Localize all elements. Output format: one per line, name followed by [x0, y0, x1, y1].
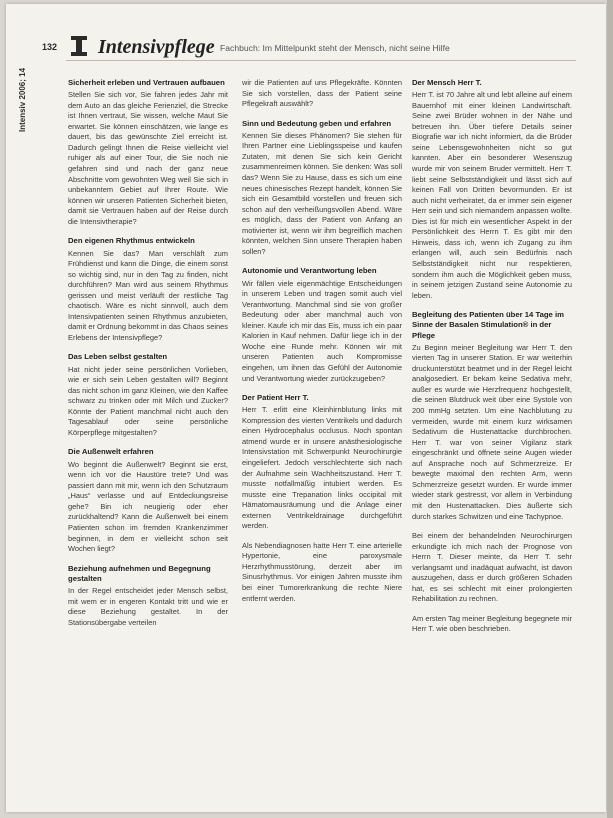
body-paragraph: Am ersten Tag meiner Begleitung begegnete mir Herr T. wie oben beschrieben.	[412, 613, 572, 634]
paragraph-gap	[242, 532, 402, 541]
section-heading: Der Mensch Herr T.	[412, 78, 482, 87]
section-heading: Der Patient Herr T.	[242, 393, 309, 403]
section-gap	[68, 438, 228, 447]
side-label: Intensiv 2006; 14	[18, 67, 27, 132]
journal-logo-icon	[68, 34, 90, 58]
text-column-1	[68, 78, 228, 628]
page-header	[34, 38, 594, 62]
body-paragraph: Herr T. erlitt eine Kleinhirnblutung links mit Kompression des vierten Ventrikels und dadurch einen Hydrocephalus occlusus. Noch spontan atmend wurde er in unsere anästhesiologische Intensivstation mit Schwerpunkt Neurochirurgie eingeliefert. Jedoch verschlechterte sich nach der Aufnahme sein Wachheitszustand. Herr T. musste notfallmäßig intubiert werden. Es musste eine Trepanation links occipital mit Hämatomausräumung und die Anlage einer externen Ventrikeldrainage durchgeführt werden.	[242, 405, 402, 531]
body-paragraph: Wo beginnt die Außenwelt? Beginnt sie erst, wenn ich vor die Haustüre trete? Und was passiert dann mit mir, wenn ich den Schutzraum „Haus“ verlasse und auf Entdeckungsreise gehe? Bin ich neugierig oder eher zurückhaltend? Kann die Außenwelt bei einem Patienten schon im fremden Krankenzimmer beginnen, in dem er vielleicht schon seit Wochen liegt?	[68, 459, 228, 554]
paragraph-gap	[412, 522, 572, 531]
body-paragraph: Kennen Sie das? Man verschläft zum Frühdienst und kann die Dinge, die einem sonst so wichtig sind, nur in den Tag zu finden, nicht durchführen? Man wird aus seinem Rhythmus gerissen und meist verläuft der restliche Tag chaotisch. Wäre es nicht sinnvoll, auch dem Intensivpatienten seinen Rhythmus anzubieten, damit er Ordnung bekommt in das Chaos seines Erlebens der Intensivpflege?	[68, 248, 228, 342]
section-gap	[242, 257, 402, 266]
section-heading: Sicherheit erleben und Vertrauen aufbauen	[68, 78, 225, 87]
section-heading: Beziehung aufnehmen und Begegnung gestalten	[68, 563, 211, 583]
body-paragraph: Zu Beginn meiner Begleitung war Herr T. den vierten Tag in unserer Station. Er war weiterhin druckunterstützt beatmet und in der Regel leicht analgosediert. Er bekam keine Sedativa mehr, außer es wurde wie Herzfrequenz hochgestellt, die seinen Blutdruck weit über eine Systole von 200 mmHg setzten. Um eine Nachblutung zu vermeiden, wurde mit einem kurz wirksamen Sedativum die Hustenattacke durchbrochen. Herr T. war von seiner Vigilanz stark eingeschränkt und öffnete seine Augen wieder auf Ansprache noch auf Schmerzreize. Er bewegte maximal den rechten Arm, wenn Schmerzreize gesetzt wurden. Er wurde immer wieder stark gestresst, vor allem in Verbindung mit den Hustenattacken. Dies äußerte sich durch starkes Schwitzen und eine Tachypnoe.	[412, 342, 572, 521]
paragraph-gap	[412, 605, 572, 614]
body-paragraph: Als Nebendiagnosen hatte Herr T. eine arterielle Hypertonie, eine paroxysmale Herzrhythmusstörung, derzeit aber im Sinusrhythmus. Vor einigen Jahren musste ihm bei einer Tumorerkrankung die rechte Niere entfernt werden.	[242, 540, 402, 603]
section-gap	[68, 555, 228, 564]
section-heading: Sinn und Bedeutung geben und erfahren	[242, 118, 392, 128]
page-number: 132	[42, 42, 58, 52]
scan-edge	[607, 0, 613, 818]
body-paragraph: Hat nicht jeder seine persönlichen Vorlieben, wie er sich sein Leben gestalten will? Beginnt das nicht schon im ganz Kleinen, wie den Kaffee schwarz zu trinken oder mit Milch und Zucker? Könnte der Patient manchmal nicht auch den Tagesablauf oder seine persönliche Körperpflege mitgestalten?	[68, 364, 228, 437]
text-column-2	[242, 78, 402, 604]
body-paragraph: In der Regel entscheidet jeder Mensch selbst, mit wem er in engeren Kontakt tritt und wie er diese Beziehung gestaltet. In der Stationsübergabe verteilen	[68, 586, 228, 627]
section-heading: Das Leben selbst gestalten	[68, 352, 168, 362]
scanned-page	[6, 4, 606, 812]
section-gap	[68, 227, 228, 236]
body-paragraph: Kennen Sie dieses Phänomen? Sie stehen für Ihren Partner eine Lieblingsspeise und kaufen Zutaten, mit denen Sie sich kein Gericht zusammenreimen können. Sie denken: Was soll das? Wenn Sie zu Hause, dass es sich um eine neues chinesisches Rezept handelt, können Sie sich ein Gesamtbild vorstellen und freuen sich schon auf den verheißungsvollen Abend. Wäre es möglich, dass der Patient von Anfang an motivierter ist, wenn wir ihm begreiflich machen könnten, welchen Sinn unsere Therapien haben sollen?	[242, 130, 402, 256]
body-paragraph: Stellen Sie sich vor, Sie fahren jedes Jahr mit dem Auto an das gleiche Ferienziel, die Strecke ist Ihnen vertraut, Sie wissen, welche Maut Sie erwartet. Sie können einschätzen, wie lange es dauert, bis das gewünschte Ziel erreicht ist. Dadurch gelingt Ihnen die Reise vielleicht viel ruhiger als auf einer Tour, die Sie noch nie gefahren sind und nach der ganz neue Abschnitte vom gewohnten Weg weil Sie sich in unbekanntem Gebiet auf Ihrer Route. Wie können wir unseren Patienten Sicherheit bieten, damit sie Vertrauen haben auf der Reise durch die Intensivtherapie?	[68, 90, 228, 226]
journal-title: Intensivpflege	[98, 36, 215, 58]
section-heading: Begleitung des Patienten über 14 Tage im Sinne der Basalen Stimulation® in der Pflege	[412, 310, 564, 340]
section-heading: Den eigenen Rhythmus entwickeln	[68, 236, 195, 246]
text-column-3	[412, 78, 572, 635]
body-paragraph: Wir fällen viele eigenmächtige Entscheidungen in unserem Leben und tragen somit auch viel Verantwortung. Manchmal sind sie von großer Bedeutung oder aber manchmal auch von kleiner. Kaufe ich mir das Eis, muss ich ein paar Kalorien in Kauf nehmen. Dafür liege ich in der Woche eine Runde mehr. Können wir mit unseren Patienten auch Kompromisse eingehen, um ihnen das Gefühl der Autonomie und Verantwortung wieder zurückzugeben?	[242, 278, 402, 383]
header-rule	[66, 60, 576, 61]
section-heading: Autonomie und Verantwortung leben	[242, 266, 377, 276]
section-gap	[412, 301, 572, 310]
body-paragraph: Herr T. ist 70 Jahre alt und lebt alleine auf einem Bauernhof mit einer kleinen Landwirtschaft. Seine zwei Brüder wohnen in der Nähe und betreuen ihn. Über tiefere Details seiner Biografie war ich nicht informiert, da die Brüder seine Lebensgewohnheiten nicht so gut kannten. Aber ein besonderer Wesenszug wurde mir von seinem Bruder vermittelt. Herr T. liebt seine Selbstständigkeit und lässt sich auf keinen Fall von Dritten bevormunden. Er ist auch nicht verheiratet, da er immer sein eigener Herr sein und sich niemandem anpassen wollte. Dies ist für mich ein wesentlicher Aspekt in der Persönlichkeit des Herrn T. Es gibt mir den Hinweis, dass ich, wenn ich Zugang zu ihm erlangen will, auch sein Bedürfnis nach Selbstständigkeit nicht nur respektieren, sondern ihm auch die Möglichkeit geben muss, in seinem jetzigen Zustand seine Autonomie zu leben.	[412, 90, 572, 300]
section-heading: Die Außenwelt erfahren	[68, 447, 154, 457]
body-paragraph: Bei einem der behandelnden Neurochirurgen erkundigte ich mich nach der Prognose von Herrn T. Dieser meinte, da Herr T. sehr verlangsamt und inadäquat aufwacht, ist davon auszugehen, dass er durch größeren Schaden hat, es sei schlecht mit einer prolongierten Rehabilitation zu rechnen.	[412, 531, 572, 604]
body-paragraph: wir die Patienten auf uns Pflegekräfte. Könnten Sie sich vorstellen, dass der Patient seine Pflegekraft auswählt?	[242, 78, 402, 109]
section-gap	[68, 343, 228, 352]
section-gap	[242, 384, 402, 393]
running-head: Fachbuch: Im Mittelpunkt steht der Mensch, nicht seine Hilfe	[220, 43, 450, 53]
section-gap	[242, 110, 402, 119]
